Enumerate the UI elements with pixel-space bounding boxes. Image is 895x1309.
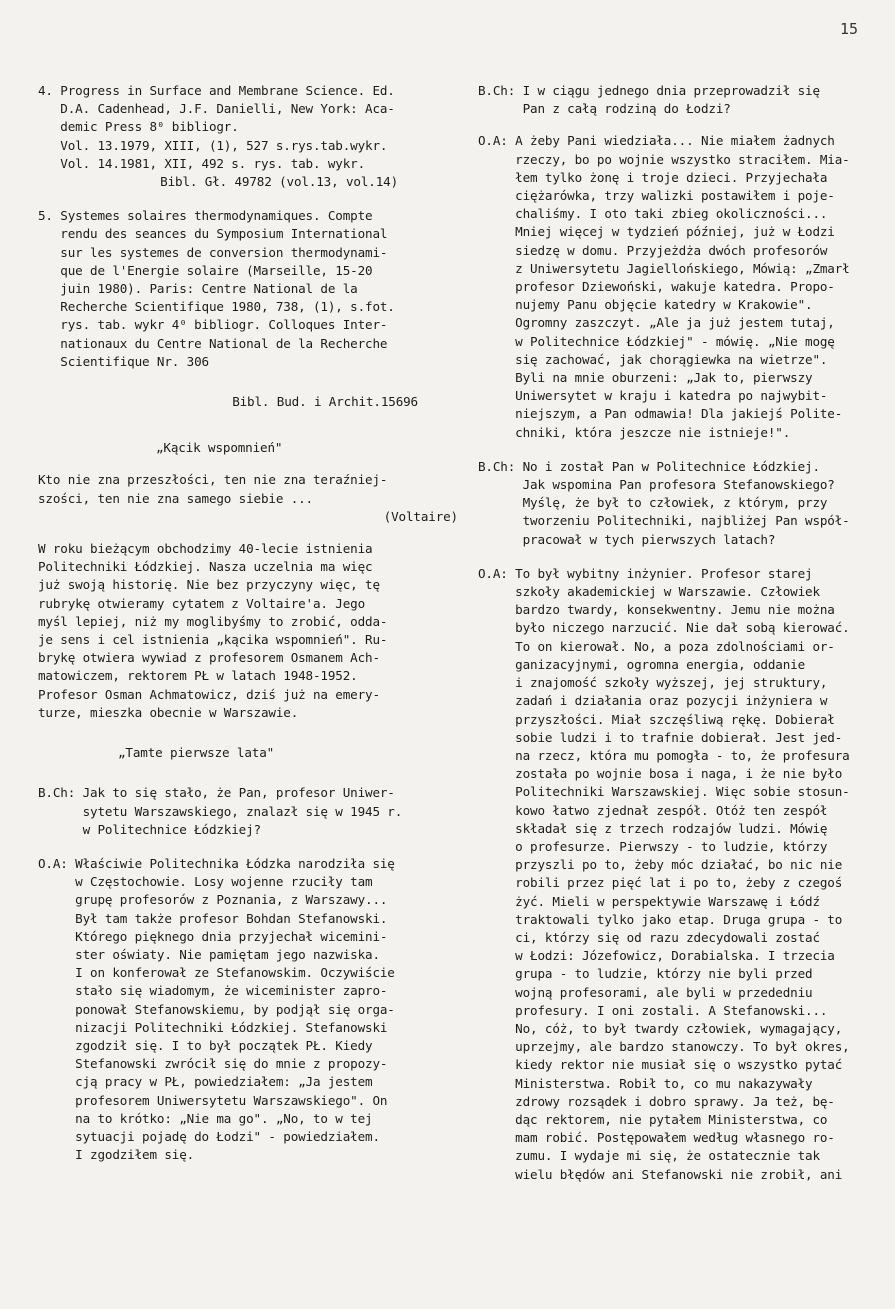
text-line: Ministerstwa. Robił to, co mu nakazywały	[478, 1075, 813, 1091]
text-line: siedzę w domu. Przyjeżdża dwóch profesorów	[478, 242, 828, 258]
text-line: sytetu Warszawskiego, znalazł się w 1945 r.	[38, 803, 403, 819]
text-line: matowiczem, rektorem PŁ w latach 1948-1952.	[38, 668, 358, 684]
text-line: ci, którzy się od razu zdecydowali zostać	[478, 929, 820, 945]
answer-1	[38, 855, 438, 1164]
text-line: sur les systemes de conversion thermodynami-	[38, 244, 388, 260]
text-line: Mniej więcej w tydzień później, już w Łodzi	[478, 224, 835, 240]
text-line: rubrykę otwieramy cytatem z Voltaire'a. Jego	[38, 595, 366, 611]
text-line: kowo łatwo zjednał zespół. Otóż ten zespół	[478, 802, 828, 818]
text-line: Scientifique Nr. 306	[38, 353, 209, 369]
text-line: Recherche Scientifique 1980, 738, (1), s.fot.	[38, 299, 395, 315]
text-line: przyszli po to, żeby móc działać, bo nic nie	[478, 857, 843, 873]
answer-2	[478, 132, 873, 441]
text-line: O.A: To był wybitny inżynier. Profesor starej	[478, 565, 813, 581]
text-line: na rzecz, która mu pomogła - to, że profesura	[478, 747, 850, 763]
text-line: Profesor Osman Achmatowicz, dziś już na emery-	[38, 686, 380, 702]
reference-4	[38, 82, 438, 173]
text-line: profesorem Uniwersytetu Warszawskiego". On	[38, 1092, 388, 1108]
text-line: rys. tab. wykr 4⁰ bibliogr. Colloques Inter-	[38, 317, 388, 333]
text-line: zadań i działania oraz pozycji inżyniera w	[478, 693, 828, 709]
text-line: grupa - to ludzie, którzy nie byli przed	[478, 966, 813, 982]
epigraph-quote	[38, 471, 438, 507]
text-line: B.Ch: Jak to się stało, że Pan, profesor Uniwer-	[38, 785, 395, 801]
text-line: Kto nie zna przeszłości, ten nie zna teraźniej-	[38, 472, 388, 488]
text-line: B.Ch: No i został Pan w Politechnice Łódzkiej.	[478, 458, 820, 474]
text-line: o profesurze. Pierwszy - to ludzie, którzy	[478, 838, 828, 854]
text-line: stało się wiadomym, że wiceminister zapro-	[38, 983, 388, 999]
text-line: rendu des seances du Symposium International	[38, 226, 388, 242]
text-line: w Politechnice Łódzkiej" - mówię. „Nie mogę	[478, 333, 835, 349]
text-line: ciężarówka, trzy walizki postawiłem i poje-	[478, 188, 835, 204]
text-line: Vol. 13.1979, XIII, (1), 527 s.rys.tab.wykr.	[38, 137, 388, 153]
reference-4-source: Bibl. Gł. 49782 (vol.13, vol.14)	[160, 174, 398, 190]
text-line: profesury. I oni zostali. A Stefanowski...	[478, 1002, 828, 1018]
reference-5	[38, 207, 438, 371]
text-line: zgodził się. I to był początek PŁ. Kiedy	[38, 1037, 373, 1053]
text-line: w Częstochowie. Losy wojenne rzuciły tam	[38, 874, 373, 890]
epigraph-author: (Voltaire)	[383, 508, 458, 524]
text-line: juin 1980). Paris: Centre National de la	[38, 281, 358, 297]
text-line: chaliśmy. I oto taki zbieg okoliczności...	[478, 206, 828, 222]
text-line: składał się z trzech rodzajów ludzi. Mówię	[478, 820, 828, 836]
text-line: łem tylko żonę i troje dzieci. Przyjechała	[478, 169, 828, 185]
text-line: myśl lepiej, niż my moglibyśmy to zrobić, odda-	[38, 613, 388, 629]
text-line: niejszym, a Pan odmawia! Dla jakiejś Polite-	[478, 406, 843, 422]
text-line: Byli na mnie oburzeni: „Jak to, pierwszy	[478, 370, 813, 386]
text-line: została po wojnie bosa i naga, i że nie było	[478, 766, 843, 782]
text-line: z Uniwersytetu Jagiellońskiego, Mówią: „Zmarł	[478, 260, 850, 276]
text-line: Uniwersytet w kraju i katedra po najwybit-	[478, 388, 828, 404]
text-line: pracował w tych pierwszych latach?	[478, 531, 776, 547]
text-line: szkoły akademickiej w Warszawie. Człowiek	[478, 584, 820, 600]
text-line: demic Press 8⁰ bibliogr.	[38, 119, 239, 135]
interview-subtitle: „Tamte pierwsze lata"	[118, 745, 275, 761]
text-line: 4. Progress in Surface and Membrane Science. Ed.	[38, 83, 395, 98]
text-line: sobie ludzi i to trafnie dobierał. Jest jed-	[478, 729, 843, 745]
text-line: nationaux du Centre National de la Recherche	[38, 335, 388, 351]
text-line: mam robić. Postępowałem według własnego ro-	[478, 1130, 835, 1146]
text-line: O.A: A żeby Pani wiedziała... Nie miałem żadnych	[478, 133, 835, 149]
text-line: je sens i cel istnienia „kącika wspomnień". Ru-	[38, 632, 388, 648]
text-line: przyszłości. Miał szczęśliwą rękę. Dobierał	[478, 711, 835, 727]
text-line: O.A: Właściwie Politechnika Łódzka narodziła się	[38, 855, 395, 871]
text-line: Jak wspomina Pan profesora Stefanowskiego?	[478, 477, 835, 493]
question-3	[478, 458, 873, 549]
text-line: tworzeniu Politechniki, najbliżej Pan współ-	[478, 513, 850, 529]
text-line: kiedy rektor nie musiał się o wszystko pytać	[478, 1057, 843, 1073]
text-line: I zgodziłem się.	[38, 1147, 195, 1163]
text-line: nizacji Politechniki Łódzkiej. Stefanowski	[38, 1019, 388, 1035]
text-line: wielu błędów ani Stefanowski nie zrobił, ani	[478, 1166, 843, 1182]
text-line: traktowali tylko jako etap. Druga grupa - to	[478, 911, 843, 927]
text-line: zdrowy rozsądek i dobro sprawy. Ja też, bę-	[478, 1093, 835, 1109]
text-line: I on konferował ze Stefanowskim. Oczywiście	[38, 965, 395, 981]
text-line: nujemy Panu objęcie katedry w Krakowie".	[478, 297, 813, 313]
text-line: i znajomość szkoły wyższej, jej struktury,	[478, 675, 828, 691]
answer-3	[478, 565, 873, 1184]
text-line: chniki, która jeszcze nie istnieje!".	[478, 424, 791, 440]
text-line: wojną profesorami, ale byli w przededniu	[478, 984, 813, 1000]
text-line: bardzo twardy, konsekwentny. Jemu nie można	[478, 602, 835, 618]
text-line: już swoją historię. Nie bez przyczyny więc, tę	[38, 577, 380, 593]
text-line: Stefanowski zwrócił się do mnie z propozy-	[38, 1056, 388, 1072]
text-line: grupę profesorów z Poznania, z Warszawy...	[38, 892, 388, 908]
section-title: „Kącik wspomnień"	[156, 440, 283, 456]
text-line: To on kierował. No, a poza zdolnościami or-	[478, 638, 835, 654]
text-line: No, cóż, to był twardy człowiek, wymagający,	[478, 1020, 843, 1036]
text-line: cją pracy w PŁ, powiedziałem: „Ja jestem	[38, 1074, 373, 1090]
intro-paragraph	[38, 540, 438, 722]
text-line: W roku bieżącym obchodzimy 40-lecie istnienia	[38, 541, 373, 557]
text-line: na to krótko: „Nie ma go". „No, to w tej	[38, 1110, 373, 1126]
text-line: turze, mieszka obecnie w Warszawie.	[38, 704, 299, 720]
page-number: 15	[840, 20, 859, 38]
text-line: uprzejmy, ale bardzo stanowczy. To był okres,	[478, 1039, 850, 1055]
text-line: zumu. I wydaje mi się, że ostatecznie tak	[478, 1148, 820, 1164]
text-line: Którego pięknego dnia przyjechał wicemini-	[38, 928, 388, 944]
text-line: robili przez pięć lat i po to, żeby z czegoś	[478, 875, 843, 891]
text-line: żyć. Mieli w perspektywie Warszawę i Łódź	[478, 893, 820, 909]
text-line: ster oświaty. Nie pamiętam jego nazwiska.	[38, 946, 380, 962]
text-line: w Politechnice Łódzkiej?	[38, 821, 261, 837]
text-line: ponował Stefanowskiemu, by podjął się orga-	[38, 1001, 395, 1017]
text-line: 5. Systemes solaires thermodynamiques. Compte	[38, 208, 373, 224]
text-line: sytuacji pojadę do Łodzi" - powiedziałem.	[38, 1128, 380, 1144]
right-column	[478, 82, 873, 1184]
text-line: rzeczy, bo po wojnie wszystko straciłem. Mia-	[478, 151, 850, 167]
text-line: Ogromny zaszczyt. „Ale ja już jestem tutaj,	[478, 315, 835, 331]
text-line: Był tam także profesor Bohdan Stefanowski.	[38, 910, 388, 926]
question-2	[478, 82, 873, 118]
text-line: było niczego narzucić. Nie dał sobą kierować.	[478, 620, 850, 636]
text-line: się zachować, jak chorągiewka na wietrze".	[478, 351, 828, 367]
text-line: Myślę, że był to człowiek, z którym, przy	[478, 495, 828, 511]
text-line: Vol. 14.1981, XII, 492 s. rys. tab. wykr.	[38, 155, 366, 171]
text-line: w Łodzi: Józefowicz, Dorabialska. I trzecia	[478, 948, 835, 964]
text-line: D.A. Cadenhead, J.F. Danielli, New York: Aca-	[38, 101, 395, 117]
text-line: Pan z całą rodziną do Łodzi?	[478, 101, 731, 117]
text-line: ganizacyjnymi, ogromna energia, oddanie	[478, 656, 806, 672]
text-line: que de l'Energie solaire (Marseille, 15-20	[38, 262, 373, 278]
text-line: B.Ch: I w ciągu jednego dnia przeprowadził się	[478, 83, 820, 98]
text-line: szości, ten nie zna samego siebie ...	[38, 490, 313, 506]
text-line: Politechniki Łódzkiej. Nasza uczelnia ma więc	[38, 559, 373, 575]
reference-5-source: Bibl. Bud. i Archit.15696	[232, 394, 418, 410]
text-line: dąc rektorem, nie pytałem Ministerstwa, co	[478, 1111, 828, 1127]
text-line: profesor Dziewoński, wakuje katedra. Propo-	[478, 279, 835, 295]
question-1	[38, 784, 438, 839]
text-line: Politechniki Warszawskiej. Więc sobie stosun-	[478, 784, 850, 800]
text-line: brykę otwiera wywiad z profesorem Osmanem Ach-	[38, 650, 380, 666]
left-column	[38, 82, 458, 1164]
